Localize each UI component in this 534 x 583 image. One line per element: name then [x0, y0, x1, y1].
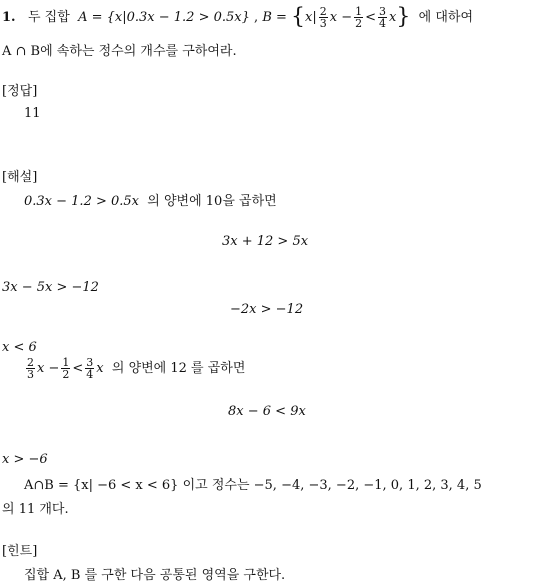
- equation-6: x > −6: [2, 452, 48, 467]
- left-brace: {: [291, 4, 306, 30]
- problem-line-2: A ∩ B에 속하는 정수의 개수를 구하여라.: [2, 44, 237, 59]
- set-b-label: B: [262, 10, 272, 25]
- fraction-numerator: 2: [319, 5, 327, 18]
- step2-mid: x −: [37, 361, 60, 376]
- equation-3: −2x > −12: [230, 302, 304, 317]
- equation-4: x < 6: [2, 340, 37, 355]
- fraction-2-3: [26, 357, 35, 380]
- problem-intro-suffix: 에 대하여: [418, 10, 474, 25]
- set-a-definition: {x|0.3x − 1.2 > 0.5x}: [106, 10, 250, 25]
- fraction-1-2: [61, 357, 70, 380]
- answer-value: 11: [24, 106, 41, 121]
- hint-text: 집합 A, B 를 구한 다음 공통된 영역을 구한다.: [24, 568, 286, 583]
- fraction-1-2: [354, 6, 363, 29]
- fraction-denominator: 3: [27, 368, 34, 381]
- fraction-denominator: 4: [379, 17, 387, 30]
- fraction-numerator: 3: [379, 5, 387, 18]
- fraction-denominator: 2: [355, 17, 363, 30]
- fraction-numerator: 1: [62, 356, 70, 369]
- conclusion-line-1: A∩B = {x| −6 < x < 6} 이고 정수는 −5, −4, −3, −2, −1, 0, 1, 2, 3, 4, 5: [24, 478, 482, 493]
- set-b-x: x|: [305, 10, 317, 25]
- equation-2: 3x − 5x > −12: [2, 280, 99, 295]
- conclusion-line-2: 의 11 개다.: [2, 502, 69, 517]
- fraction-denominator: 3: [319, 17, 327, 30]
- fraction-3-4: [378, 6, 387, 29]
- problem-line-1: 1. 두 집합 A = {x|0.3x − 1.2 > 0.5x} , B = {x| $\frac{2}{3}$ x − $\frac{1}{2}$ < $\frac{3}{4}$ x} 에 대하여: [2, 4, 474, 30]
- fraction-numerator: 1: [355, 5, 363, 18]
- solution-step-1: [24, 190, 277, 209]
- right-brace: }: [396, 4, 411, 30]
- set-a-label: A: [78, 10, 88, 25]
- step1-expression: 0.3x − 1.2 > 0.5x: [24, 194, 140, 209]
- equation-1: 3x + 12 > 5x: [222, 234, 309, 249]
- fraction-3-4: [85, 357, 94, 380]
- step2-end: x: [96, 361, 104, 376]
- equation-5: 8x − 6 < 9x: [228, 404, 306, 419]
- fraction-numerator: 3: [86, 356, 94, 369]
- less-than: <: [365, 10, 377, 25]
- set-b-mid: x −: [329, 10, 353, 25]
- step2-text: 의 양변에 12 를 곱하면: [111, 361, 246, 376]
- hint-heading: [힌트]: [2, 544, 38, 559]
- answer-heading: [정답]: [2, 84, 38, 99]
- fraction-denominator: 2: [62, 368, 70, 381]
- problem-number: 1.: [2, 10, 16, 25]
- comma: ,: [254, 10, 259, 25]
- less-than: <: [72, 361, 84, 376]
- fraction-numerator: 2: [27, 356, 34, 369]
- fraction-denominator: 4: [86, 368, 94, 381]
- set-b-end: x: [389, 10, 397, 25]
- step1-text: 의 양변에 10을 곱하면: [147, 194, 277, 209]
- solution-heading: [해설]: [2, 170, 38, 185]
- solution-step-2: [24, 354, 245, 384]
- fraction-2-3: [319, 6, 328, 29]
- problem-intro: 두 집합: [27, 10, 70, 25]
